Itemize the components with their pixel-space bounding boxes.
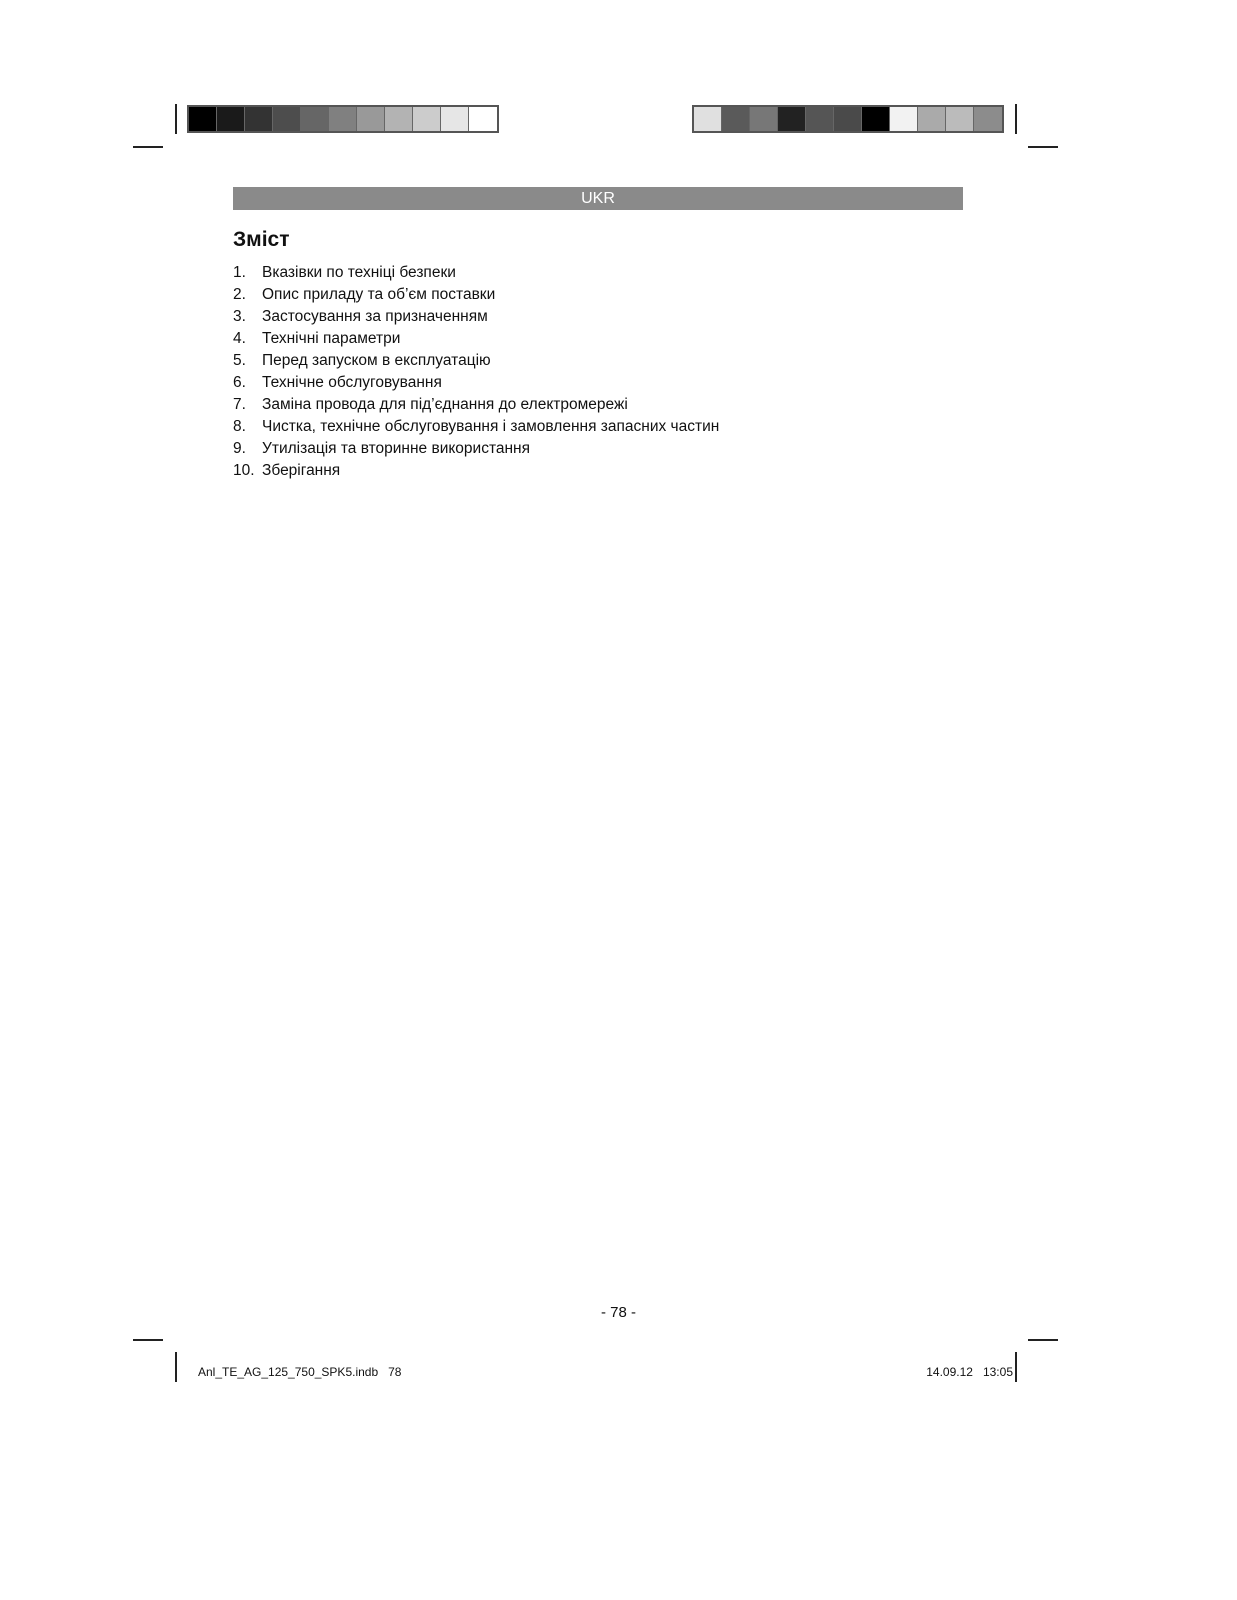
toc-item-number: 5.: [233, 352, 246, 369]
toc-item-text: Утилізація та вторинне використання: [262, 440, 531, 457]
crop-mark: [133, 1339, 163, 1341]
toc-item-number: 1.: [233, 264, 246, 281]
color-swatch: [918, 107, 946, 131]
color-calibration-strip-right: [692, 105, 1004, 133]
color-swatch: [357, 107, 385, 131]
toc-item-text: Вказівки по техніці безпеки: [262, 264, 456, 281]
toc-item-number: 10.: [233, 462, 255, 479]
crop-mark: [175, 1352, 177, 1382]
toc-item-text: Чистка, технічне обслуговування і замовлення запасних частин: [262, 418, 720, 435]
toc-item-number: 4.: [233, 330, 246, 347]
toc-item: [233, 416, 719, 438]
toc-item-text: Заміна провода для під’єднання до електромережі: [262, 396, 628, 413]
language-header-bar: UKR: [233, 187, 963, 210]
color-swatch: [245, 107, 273, 131]
color-swatch: [890, 107, 918, 131]
page-title: Зміст: [233, 228, 290, 251]
color-swatch: [750, 107, 778, 131]
toc-item-text: Опис приладу та об’єм поставки: [262, 286, 496, 303]
color-swatch: [834, 107, 862, 131]
crop-mark: [1015, 1352, 1017, 1382]
toc-item-number: 3.: [233, 308, 246, 325]
color-swatch: [273, 107, 301, 131]
toc-item-text: Технічне обслуговування: [262, 374, 442, 391]
toc-item: [233, 372, 719, 394]
toc-item: [233, 262, 719, 284]
color-swatch: [329, 107, 357, 131]
toc-item: [233, 306, 719, 328]
crop-mark: [175, 104, 177, 134]
toc-item-text: Технічні параметри: [262, 330, 401, 347]
toc-item: [233, 284, 719, 306]
color-swatch: [189, 107, 217, 131]
toc-item-number: 2.: [233, 286, 246, 303]
crop-mark: [133, 146, 163, 148]
color-swatch: [413, 107, 441, 131]
toc-item-text: Перед запуском в експлуатацію: [262, 352, 491, 369]
table-of-contents: [233, 262, 719, 482]
toc-item: [233, 328, 719, 350]
footer-file-info: Anl_TE_AG_125_750_SPK5.indb 78: [198, 1365, 402, 1379]
crop-mark: [1028, 1339, 1058, 1341]
crop-mark: [1015, 104, 1017, 134]
toc-item: [233, 394, 719, 416]
toc-item-text: Зберігання: [262, 462, 341, 479]
color-swatch: [946, 107, 974, 131]
color-swatch: [806, 107, 834, 131]
color-swatch: [778, 107, 806, 131]
color-swatch: [722, 107, 750, 131]
color-swatch: [694, 107, 722, 131]
toc-item: [233, 438, 719, 460]
color-swatch: [301, 107, 329, 131]
color-calibration-strip-left: [187, 105, 499, 133]
crop-mark: [1028, 146, 1058, 148]
color-swatch: [441, 107, 469, 131]
toc-item-number: 6.: [233, 374, 246, 391]
toc-item: [233, 350, 719, 372]
color-swatch: [385, 107, 413, 131]
color-swatch: [862, 107, 890, 131]
color-swatch: [217, 107, 245, 131]
toc-item-number: 9.: [233, 440, 246, 457]
page-number: - 78 -: [600, 1304, 636, 1321]
color-swatch: [974, 107, 1002, 131]
color-swatch: [469, 107, 497, 131]
toc-item-text: Застосування за призначенням: [262, 308, 488, 325]
toc-item-number: 7.: [233, 396, 246, 413]
footer-datetime: 14.09.12 13:05: [926, 1365, 1013, 1379]
toc-item: [233, 460, 719, 482]
toc-item-number: 8.: [233, 418, 246, 435]
